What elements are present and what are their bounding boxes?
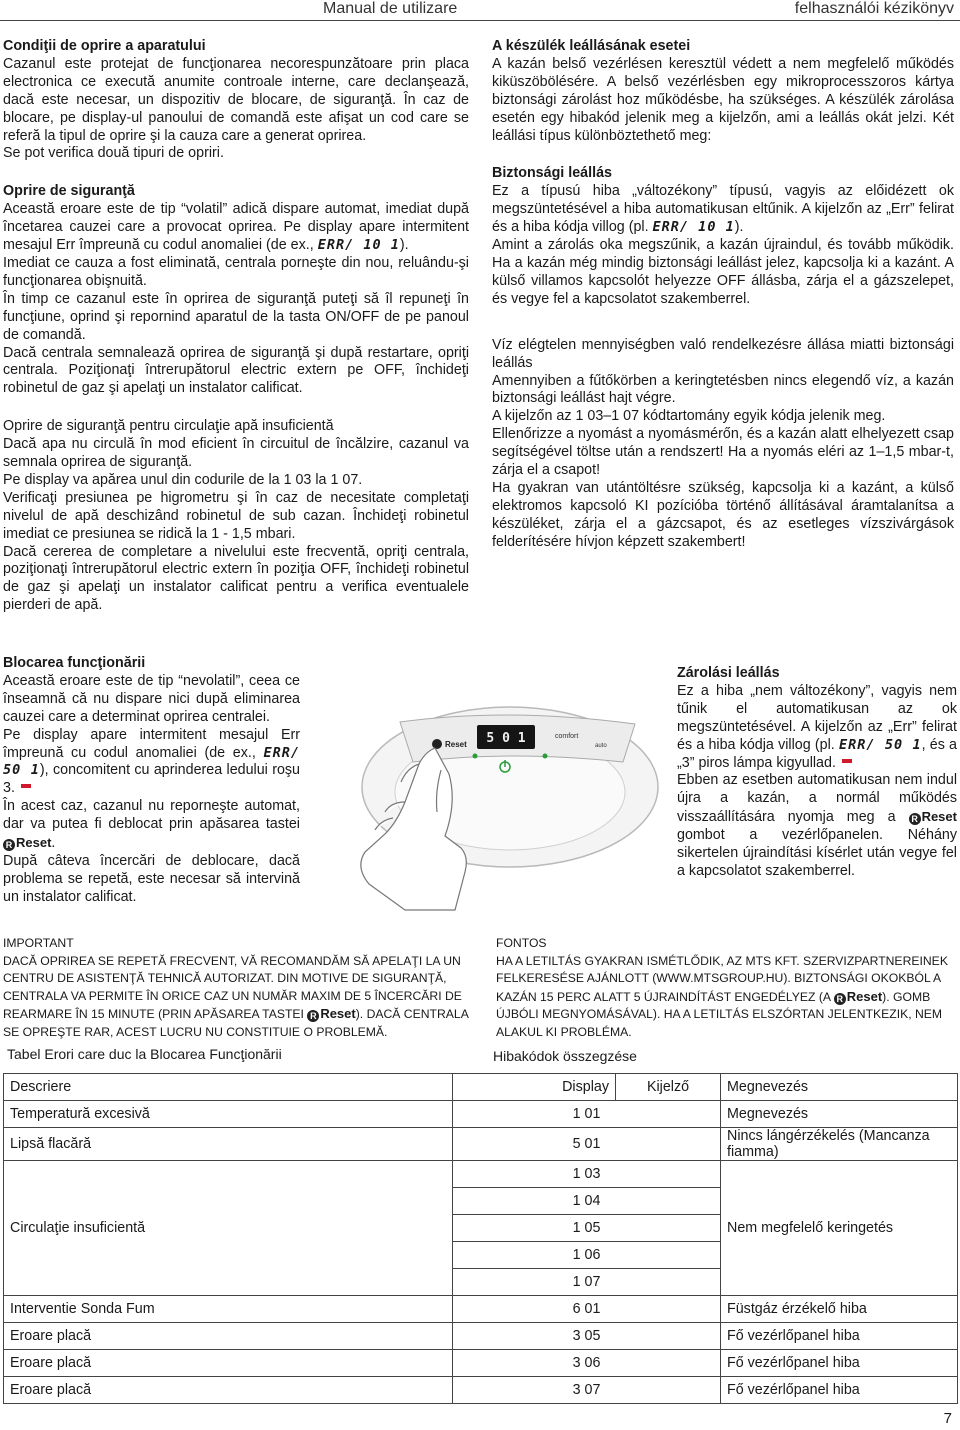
table-row: Interventie Sonda Fum 6 01 Füstgáz érzékelő hiba <box>4 1296 958 1323</box>
ro-s4-p2: Pe display apare intermitent mesajul Err împreună cu codul anomaliei (de ex., ERR/ 50 1), concomitent cu aprinderea ledului roşu 3. <box>3 726 301 797</box>
reset-button-label: Reset <box>445 740 467 749</box>
red-led-icon <box>842 759 852 763</box>
ro-table-caption: Tabel Erori care duc la Blocarea Funcţionării <box>7 1046 282 1062</box>
hu-column <box>492 38 954 552</box>
error-code-display: ERR/ 50 1 <box>3 744 300 779</box>
ro-s3-p1: Oprire de siguranţă pentru circulaţie apă insuficientă <box>3 418 334 435</box>
hu-s2-p1: Ez a típusú hiba „változékony” típusú, vagyis az előidézett ok megszüntetésével a hiba automatikusan eltűnik. A kijelzőn az „Err” felirat és a hiba kódja villog (pl. ERR/ 10 1). <box>492 183 954 236</box>
table-row: Circulaţie insuficientă 1 03 Nem megfelelő keringetés <box>4 1161 958 1188</box>
hu-s2-title: Biztonsági leállás <box>492 165 612 182</box>
ro-lock-section <box>3 655 300 907</box>
ro-s4-p3: În acest caz, cazanul nu reporneşte automat, dar va putea fi deblocat prin apăsarea tastei R Reset. <box>3 798 300 852</box>
hu-table-caption: Hibakódok összegzése <box>493 1048 637 1064</box>
header-rule <box>0 20 960 21</box>
ro-s4-p4: După câteva încercări de deblocare, dacă problema se repetă, este necesar să intervină un instalator calificat. <box>3 852 300 905</box>
table-header: Megnevezés <box>721 1074 958 1101</box>
ro-s3-p3: Pe display va apărea unul din codurile de la 1 03 la 1 07. <box>3 471 363 488</box>
header-title-hu: felhasználói kézikönyv <box>794 0 954 17</box>
comfort-label: comfort <box>555 733 579 740</box>
reset-key-icon: R Reset <box>834 988 882 1006</box>
ro-s1-title: Condiţii de oprire a aparatului <box>3 38 206 54</box>
ro-important-box <box>3 935 469 1042</box>
green-led-icon <box>473 754 478 759</box>
ro-s2-p4: Dacă centrala semnalează oprirea de siguranţă şi după restartare, opriţi centrala. Poziţionaţi întrerupătorul electric extern pe OFF, închideţi robinetul de gaz şi apelaţi un instalator calificat. <box>3 344 469 397</box>
hu-s4-p2: Ebben az esetben automatikusan nem indul újra a kazán, a normál működés visszaállítására nyomja meg a R Reset gombot a vezérlőpanelen. Néhány sikertelen újraindítási kísérlet után vegye fel a kapcsolatot szakemberrel. <box>677 772 957 879</box>
ro-important-title: IMPORTANT <box>3 936 74 950</box>
table-row: Temperatură excesivă 1 01 Megnevezés <box>4 1101 958 1128</box>
error-code-display: ERR/ 50 1 <box>838 736 922 753</box>
hu-s3-p1: Víz elégtelen mennyiségben való rendelkezésre állása miatti biztonsági leállás <box>492 336 954 371</box>
table-header: Display <box>453 1074 616 1101</box>
hu-s2-p2: Amint a zárolás oka megszűnik, a kazán újraindul, és tovább működik. Ha a kazán még mindig biztonsági leállást jelez, kapcsolja ki a kazánt. A külső villamos kapcsolót helyezze OFF állásba, zárja el a gázszelepet, és vegye fel a kapcsolatot szakemberrel. <box>492 237 954 307</box>
error-table <box>3 1073 958 1404</box>
table-row: Eroare placă 3 05 Fő vezérlőpanel hiba <box>4 1323 958 1350</box>
header-title-ro: Manual de utilizare <box>323 0 458 17</box>
ro-s4-p1: Această eroare este de tip “nevolatil”, ceea ce înseamnă că nu dispare nici după eliminarea cauzei care a determinat oprirea centralei. <box>3 672 300 725</box>
table-row: Lipsă flacără 5 01 Nincs lángérzékelés (Mancanza fiamma) <box>4 1128 958 1161</box>
hu-lock-section <box>677 665 957 881</box>
error-code-display: ERR/ 10 1 <box>317 237 400 254</box>
hu-s3-p3: A kijelzőn az 1 03–1 07 kódtartomány egyik kódja jelenik meg. <box>492 408 886 425</box>
ro-s1-body2: Se pot verifica două tipuri de opriri. <box>3 145 224 162</box>
hu-s1-title: A készülék leállásának esetei <box>492 38 691 54</box>
reset-key-icon: R Reset <box>307 1005 355 1023</box>
ro-s1-body: Cazanul este protejat de funcţionarea necorespunzătoare prin placa electronica ce execută anumite controale interne, care declanşează, dacă este necesar, un dispozitiv de blocare, de siguranţă. În caz de blocare, pe display-ul panoului de comandă este afişat un cod care se referă la tipul de oprire şi la cauza care a generat oprirea. <box>3 55 469 144</box>
ro-column <box>3 38 469 615</box>
table-row: Eroare placă 3 06 Fő vezérlőpanel hiba <box>4 1350 958 1377</box>
hu-fontos-box <box>496 935 956 1042</box>
table-row: 1 04 <box>4 1188 958 1215</box>
error-code-display: ERR/ 10 1 <box>652 219 735 236</box>
ro-s3-p2: Dacă apa nu circulă în mod eficient în circuitul de încălzire, cazanul va semnala oprirea de siguranţă. <box>3 436 469 471</box>
panel-lcd-text: 5 0 1 <box>486 731 526 746</box>
hu-fontos-body: HA A LETILTÁS GYAKRAN ISMÉTLŐDIK, AZ MTS KFT. SZERVIZPARTNEREINEK FELKERESÉSE AJÁNLOTT (WWW.MTSGROUP.HU). BIZTONSÁGI OKOKBÓL A KAZÁN 15 PERC ALATT 5 ÚJRAINDÍTÁST ENGEDÉLYEZ (A R Reset). GOMB ÚJBÓLI MEGNYOMÁSÁVAL). HA A LETILTÁS ELSZÓRTAN JELENTKEZIK, NEM ALAKUL KI PROBLÉMA. <box>496 953 948 1039</box>
auto-label: auto <box>595 743 607 749</box>
table-header-row <box>4 1074 958 1101</box>
ro-s2-p1: Această eroare este de tip “volatil” adică dispare automat, imediat după încetarea cauzei care a provocat oprirea. Pe display apare intermitent mesajul Err împreună cu codul anomaliei (de ex., ERR/ 10 1). <box>3 201 469 254</box>
table-row: 1 05 <box>4 1215 958 1242</box>
hu-s4-p1: Ez a hiba „nem változékony”, vagyis nem tűnik el automatikusan az ok megszüntetésével. A kijelzőn az „Err” felirat és a hiba kódja villog (pl. ERR/ 50 1, és a „3” piros lámpa kigyullad. <box>677 682 958 771</box>
reset-key-icon: R Reset <box>909 808 957 826</box>
control-panel-illustration <box>345 652 660 912</box>
ro-s2-title: Oprire de siguranţă <box>3 183 135 200</box>
ro-s3-p4: Verificaţi presiunea pe higrometru şi în caz de necesitate completaţi nivelul de apă deschizând robinetul de sub cazan. Închideţi robinetul imediat ce presiunea se ridică la 1 - 1,5 mbari. <box>3 489 469 542</box>
hu-s3-p2: Amennyiben a fűtőkörben a keringtetésben nincs elegendő víz, a kazán biztonsági leállást hajt végre. <box>492 372 954 407</box>
table-header: Descriere <box>4 1074 453 1101</box>
ro-s2-p3: În timp ce cazanul este în oprirea de siguranţă puteţi să îl repuneţi în funcţiune, oprind şi repornind aparatul de la tasta ON/OFF de pe panoul de comandă. <box>3 290 469 343</box>
hu-s3-p4: Ellenőrizze a nyomást a nyomásmérőn, és a kazán alatt elhelyezett csap segítségével töltse után a rendszert! Ha a nyomás eléri az 1–1,5 mbar-t, zárja el a csapot! <box>492 426 954 479</box>
reset-key-icon: R Reset <box>3 834 51 852</box>
table-row: Eroare placă 3 07 Fő vezérlőpanel hiba <box>4 1377 958 1404</box>
ro-important-body: DACĂ OPRIREA SE REPETĂ FRECVENT, VĂ RECOMANDĂM SĂ APELAŢI LA UN CENTRU DE ASISTENŢĂ TEHNICĂ AUTORIZAT. DIN MOTIVE DE SIGURANŢĂ, CENTRALA VA PERMITE ÎN ORICE CAZ UN NUMĂR MAXIM DE 5 ÎNCERCĂRI DE REARMARE ÎN 15 MINUTE (PRIN APĂSAREA TASTEI R Reset). DACĂ CENTRALA SE OPREŞTE RAR, ACEST LUCRU NU CONSTITUIE O PROBLEMĂ. <box>3 953 469 1039</box>
hu-s3-p5: Ha gyakran van utántöltésre szükség, kapcsolja ki a kazánt, a külső elektromos kapcsoló KI pozícióba történő állításával áramtalanítsa a készüléket, zárja el a gázcsapot, és az esetleges vízszivárgások felderítésére hívjon képzett szakembert! <box>492 479 954 550</box>
ro-s4-title: Blocarea funcţionării <box>3 655 146 671</box>
table-header: Kijelző <box>616 1074 721 1101</box>
green-led-icon <box>543 754 548 759</box>
hu-s4-title: Zárolási leállás <box>677 665 780 681</box>
hu-s1-body: A kazán belső vezérlésen keresztül védett a nem megfelelő működés kiküszöbölésére. A belső vezérlésben egy mikroprocesszoros kártya biztonsági zárolást hoz működésbe, ha szükséges. A készülék zárolása esetén egy hibakód jelenik meg a kijelzőn, ami a leállás okát jelzi. Két leállási típus különböztethető meg: <box>492 55 954 144</box>
red-led-icon <box>21 784 31 788</box>
reset-button <box>432 739 442 749</box>
table-row: 1 06 <box>4 1242 958 1269</box>
ro-s3-p5: Dacă cererea de completare a nivelului este frecventă, opriţi centrala, poziţionaţi întrerupătorul electric extern în poziţia OFF, închideţi robinetul de gaz şi apelaţi un instalator calificat pentru a verifica eventualele pierderi de apă. <box>3 543 469 614</box>
ro-s2-p2: Imediat ce cauza a fost eliminată, centrala porneşte din nou, reluându-şi funcţionarea obişnuită. <box>3 254 469 289</box>
table-row: 1 07 <box>4 1269 958 1296</box>
page-number: 7 <box>943 1410 952 1427</box>
hu-fontos-title: FONTOS <box>496 936 547 950</box>
